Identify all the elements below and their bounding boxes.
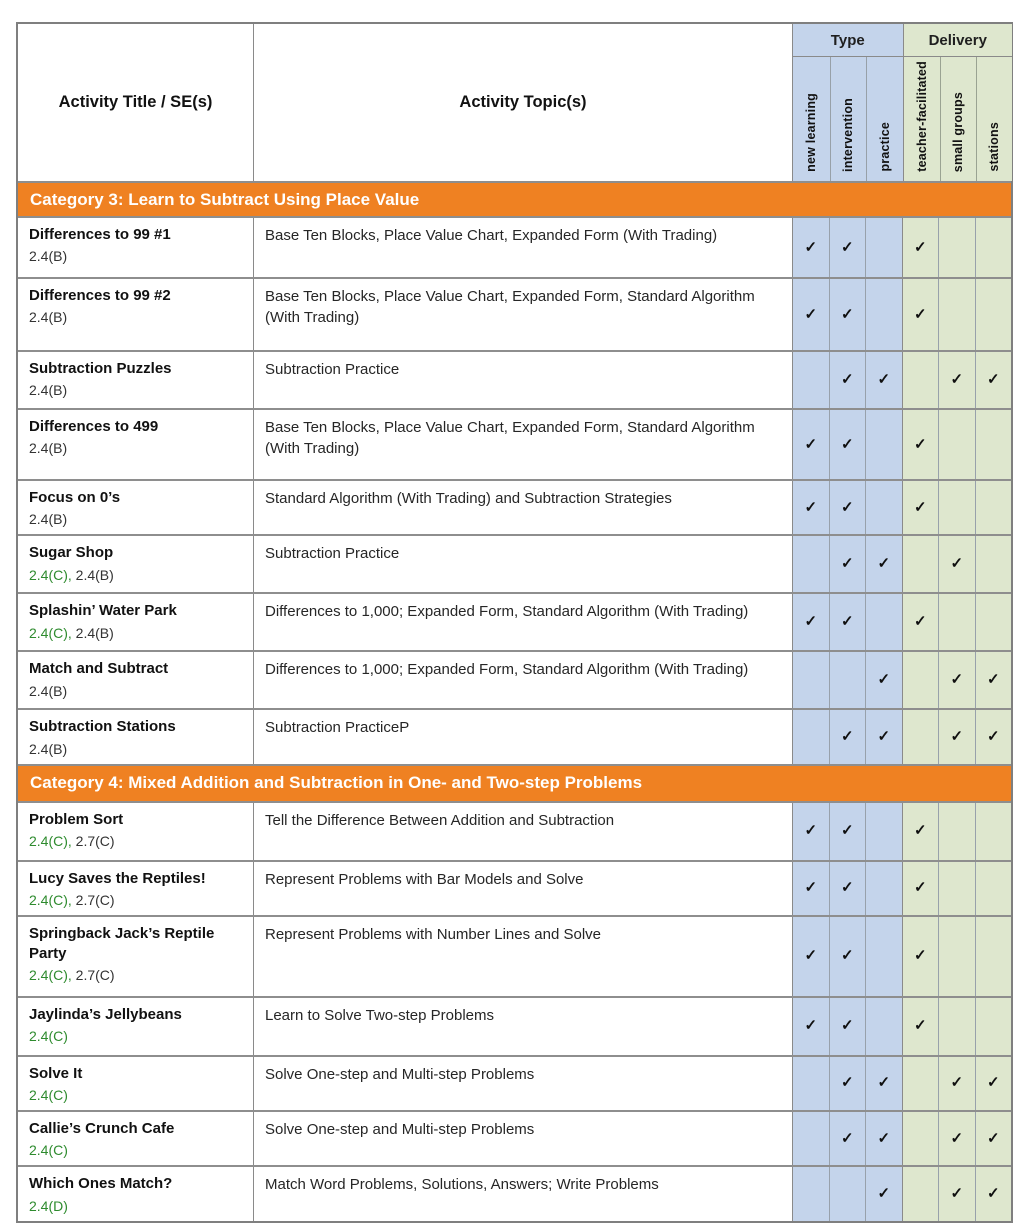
se-code-green: 2.4(C): [29, 1028, 68, 1044]
activity-title-cell: [18, 218, 253, 277]
column-header-intervention: [830, 57, 867, 181]
check-icon: ✓: [840, 498, 854, 516]
check-cell-teacher-facilitated: [902, 803, 939, 860]
check-cell-small-groups: [938, 410, 975, 479]
check-cell-practice: [865, 218, 902, 277]
activity-se: [29, 892, 243, 908]
group-columns: [793, 57, 903, 181]
check-cell-small-groups: [938, 652, 975, 708]
check-cell-small-groups: [938, 998, 975, 1055]
check-icon: ✓: [913, 498, 927, 516]
se-code-green: 2.4(C): [29, 1087, 68, 1103]
activity-topic: Differences to 1,000; Expanded Form, Standard Algorithm (With Trading): [253, 594, 792, 650]
activity-title-cell: [18, 1167, 253, 1220]
check-icon: ✓: [877, 555, 891, 573]
check-cell-stations: [975, 218, 1012, 277]
activity-title: Jaylinda’s Jellybeans: [29, 1005, 182, 1023]
table-row: [18, 216, 1011, 277]
check-cell-small-groups: [938, 917, 975, 996]
activity-topic: Represent Problems with Number Lines and Solve: [253, 917, 792, 996]
activity-title-cell: [18, 1112, 253, 1165]
check-cell-stations: [975, 710, 1012, 763]
check-cell-teacher-facilitated: [902, 862, 939, 915]
check-cell-practice: [865, 594, 902, 650]
table-row: [18, 708, 1011, 763]
activity-title: Focus on 0’s: [29, 489, 121, 506]
activity-se: [29, 1087, 243, 1103]
check-cell-practice: [865, 917, 902, 996]
activity-title: Match and Subtract: [29, 660, 169, 678]
activity-title: Solve It: [29, 1064, 83, 1082]
activity-title-cell: [18, 1057, 253, 1110]
check-cell-new-learning: [792, 652, 829, 708]
table-row: [18, 534, 1011, 592]
check-cell-intervention: [829, 862, 866, 915]
se-code: 2.7(C): [71, 891, 115, 908]
check-cell-intervention: [829, 481, 866, 534]
check-icon: ✓: [986, 1074, 1000, 1092]
activity-topic: Tell the Difference Between Addition and Subtraction: [253, 803, 792, 860]
column-header-label: stations: [987, 122, 1002, 172]
check-cell-practice: [865, 1057, 902, 1110]
check-icon: ✓: [877, 671, 891, 689]
se-code: 2.4(B): [29, 740, 68, 757]
check-cell-intervention: [829, 998, 866, 1055]
check-icon: ✓: [804, 822, 818, 839]
se-code-green: 2.4(C),: [29, 891, 72, 908]
check-cell-new-learning: [792, 1167, 829, 1220]
check-icon: ✓: [840, 947, 854, 965]
check-cell-practice: [865, 710, 902, 763]
check-icon: ✓: [986, 671, 1000, 689]
activity-title-cell: [18, 862, 253, 915]
check-icon: ✓: [804, 879, 818, 897]
se-code-green: 2.4(C),: [29, 832, 72, 849]
table-body: [18, 181, 1011, 1221]
check-cell-stations: [975, 1112, 1012, 1165]
check-cell-teacher-facilitated: [902, 998, 939, 1055]
column-header-activity-title: Activity Title / SE(s): [58, 93, 213, 111]
check-cell-small-groups: [938, 352, 975, 408]
column-header-practice: [866, 57, 903, 181]
activity-title: Splashin’ Water Park: [29, 602, 177, 620]
check-cell-new-learning: [792, 998, 829, 1055]
check-icon: ✓: [913, 879, 927, 897]
check-cell-intervention: [829, 652, 866, 708]
activity-se: [29, 309, 243, 325]
column-header-label: intervention: [841, 98, 856, 172]
table-row: [18, 860, 1011, 915]
check-cell-new-learning: [792, 279, 829, 350]
check-icon: ✓: [840, 613, 854, 631]
activity-topic: Subtraction Practice: [253, 352, 792, 408]
column-header-new-learning: [793, 57, 830, 181]
check-cell-stations: [975, 1167, 1012, 1220]
check-icon: ✓: [986, 727, 1000, 745]
check-cell-practice: [865, 352, 902, 408]
check-cell-teacher-facilitated: [902, 710, 939, 763]
table-row: [18, 277, 1011, 350]
check-icon: ✓: [840, 435, 854, 453]
check-icon: ✓: [840, 1074, 854, 1092]
activity-title: Differences to 99 #1: [29, 226, 171, 243]
table-row: [18, 996, 1011, 1055]
table-row: [18, 1165, 1011, 1220]
check-icon: ✓: [986, 1184, 1000, 1202]
check-cell-small-groups: [938, 1167, 975, 1220]
check-cell-new-learning: [792, 218, 829, 277]
se-code: 2.4(B): [29, 309, 68, 326]
check-cell-stations: [975, 803, 1012, 860]
check-icon: ✓: [804, 1017, 818, 1035]
check-cell-intervention: [829, 1057, 866, 1110]
column-header-label: teacher-facilitated: [914, 61, 929, 172]
activity-topic: Subtraction Practice: [253, 536, 792, 592]
check-cell-intervention: [829, 352, 866, 408]
column-header-label: small groups: [951, 91, 966, 172]
activity-se: [29, 625, 243, 641]
check-cell-teacher-facilitated: [902, 536, 939, 592]
check-icon: ✓: [804, 435, 818, 453]
check-cell-practice: [865, 481, 902, 534]
check-cell-teacher-facilitated: [902, 352, 939, 408]
check-cell-intervention: [829, 1167, 866, 1220]
check-cell-stations: [975, 862, 1012, 915]
check-cell-new-learning: [792, 917, 829, 996]
check-icon: ✓: [950, 671, 964, 689]
check-icon: ✓: [840, 727, 854, 745]
table-header-row: [18, 24, 1011, 181]
activity-se: [29, 741, 243, 757]
check-cell-small-groups: [938, 536, 975, 592]
check-icon: ✓: [877, 371, 891, 388]
check-cell-small-groups: [938, 218, 975, 277]
table-row: [18, 1055, 1011, 1110]
check-cell-teacher-facilitated: [902, 279, 939, 350]
activity-title: Subtraction Stations: [29, 718, 176, 736]
activity-topic: Solve One-step and Multi-step Problems: [253, 1112, 792, 1165]
check-cell-practice: [865, 1167, 902, 1220]
column-header-label: practice: [877, 122, 892, 172]
check-cell-intervention: [829, 710, 866, 763]
check-cell-new-learning: [792, 594, 829, 650]
check-icon: ✓: [913, 1017, 927, 1035]
check-cell-practice: [865, 803, 902, 860]
check-icon: ✓: [840, 555, 854, 573]
activity-title-cell: [18, 536, 253, 592]
check-cell-teacher-facilitated: [902, 410, 939, 479]
check-icon: ✓: [913, 947, 927, 965]
check-cell-stations: [975, 481, 1012, 534]
activity-title-cell: [18, 481, 253, 534]
check-cell-new-learning: [792, 481, 829, 534]
se-code: 2.4(B): [71, 566, 114, 583]
se-code: 2.7(C): [71, 832, 115, 849]
se-code: 2.4(B): [29, 248, 68, 265]
check-icon: ✓: [840, 822, 854, 839]
activity-se: [29, 440, 243, 456]
activity-se: [29, 1142, 243, 1158]
activity-se: [29, 833, 243, 849]
column-header-small-groups: [940, 57, 976, 181]
check-cell-stations: [975, 410, 1012, 479]
check-icon: ✓: [877, 1129, 891, 1147]
check-cell-stations: [975, 536, 1012, 592]
check-cell-stations: [975, 1057, 1012, 1110]
check-cell-small-groups: [938, 481, 975, 534]
check-cell-new-learning: [792, 803, 829, 860]
check-cell-stations: [975, 998, 1012, 1055]
check-icon: ✓: [986, 1129, 1000, 1147]
se-code-green: 2.4(C),: [29, 967, 72, 984]
se-code: 2.7(C): [71, 967, 115, 984]
check-cell-stations: [975, 352, 1012, 408]
table-row: [18, 801, 1011, 860]
activity-topic: Represent Problems with Bar Models and Solve: [253, 862, 792, 915]
column-header-activity-topic: Activity Topic(s): [253, 24, 792, 181]
activity-se: [29, 967, 243, 983]
activity-title-cell: [18, 410, 253, 479]
check-cell-new-learning: [792, 536, 829, 592]
group-label-type: Type: [793, 24, 903, 57]
check-cell-teacher-facilitated: [902, 481, 939, 534]
activity-title-cell: [18, 652, 253, 708]
check-cell-teacher-facilitated: [902, 917, 939, 996]
check-cell-small-groups: [938, 594, 975, 650]
activity-title-cell: [18, 279, 253, 350]
check-icon: ✓: [804, 305, 818, 323]
check-icon: ✓: [877, 1074, 891, 1092]
se-code-green: 2.4(C): [29, 1142, 68, 1159]
se-code-green: 2.4(D): [29, 1197, 68, 1214]
column-header-label: new learning: [804, 93, 819, 172]
table-row: [18, 592, 1011, 650]
check-cell-teacher-facilitated: [902, 1057, 939, 1110]
check-icon: ✓: [840, 1129, 854, 1147]
check-icon: ✓: [804, 498, 818, 516]
category-header: Category 3: Learn to Subtract Using Place Value: [18, 181, 1011, 216]
check-icon: ✓: [877, 727, 891, 745]
check-cell-intervention: [829, 410, 866, 479]
check-cell-practice: [865, 998, 902, 1055]
group-columns: [904, 57, 1013, 181]
check-cell-small-groups: [938, 803, 975, 860]
check-cell-new-learning: [792, 410, 829, 479]
check-cell-small-groups: [938, 1112, 975, 1165]
activity-title: Differences to 499: [29, 418, 159, 435]
activity-se: [29, 248, 243, 264]
check-cell-intervention: [829, 1112, 866, 1165]
check-cell-practice: [865, 279, 902, 350]
table-row: [18, 650, 1011, 708]
header-group-delivery: [903, 24, 1013, 181]
activity-se: [29, 511, 243, 527]
activity-title-cell: [18, 710, 253, 763]
column-header-teacher-facilitated: [904, 57, 940, 181]
activity-title-cell: [18, 917, 253, 996]
check-cell-practice: [865, 410, 902, 479]
check-icon: ✓: [950, 371, 964, 388]
table-row: [18, 1110, 1011, 1165]
table-row: [18, 408, 1011, 479]
check-icon: ✓: [840, 238, 854, 256]
category-header: Category 4: Mixed Addition and Subtraction in One- and Two-step Problems: [18, 764, 1011, 801]
activity-se: [29, 567, 243, 583]
se-code: 2.4(B): [29, 511, 68, 528]
check-icon: ✓: [950, 1129, 964, 1147]
check-cell-intervention: [829, 803, 866, 860]
activity-title: Callie’s Crunch Cafe: [29, 1120, 175, 1137]
check-icon: ✓: [804, 613, 818, 631]
check-columns-header: [792, 24, 1011, 181]
check-cell-new-learning: [792, 352, 829, 408]
check-cell-new-learning: [792, 862, 829, 915]
check-cell-teacher-facilitated: [902, 1112, 939, 1165]
check-cell-intervention: [829, 279, 866, 350]
check-icon: ✓: [950, 555, 964, 573]
check-icon: ✓: [950, 1074, 964, 1092]
check-cell-small-groups: [938, 1057, 975, 1110]
check-cell-teacher-facilitated: [902, 218, 939, 277]
check-icon: ✓: [840, 879, 854, 897]
activity-title: Differences to 99 #2: [29, 287, 171, 304]
check-cell-teacher-facilitated: [902, 1167, 939, 1220]
check-cell-intervention: [829, 917, 866, 996]
check-cell-intervention: [829, 218, 866, 277]
table-row: [18, 479, 1011, 534]
check-cell-teacher-facilitated: [902, 652, 939, 708]
check-cell-small-groups: [938, 862, 975, 915]
activity-title: Subtraction Puzzles: [29, 360, 172, 377]
activity-title-cell: [18, 352, 253, 408]
activity-title: Which Ones Match?: [29, 1175, 173, 1193]
check-cell-stations: [975, 917, 1012, 996]
check-icon: ✓: [840, 305, 854, 323]
se-code: 2.4(B): [71, 624, 114, 641]
se-code-green: 2.4(C),: [29, 566, 72, 583]
table-row: [18, 350, 1011, 408]
check-icon: ✓: [913, 238, 927, 256]
se-code: 2.4(B): [29, 682, 68, 699]
header-group-type: [793, 24, 903, 181]
activity-title-cell: [18, 803, 253, 860]
check-icon: ✓: [950, 1184, 964, 1202]
activity-topic: Solve One-step and Multi-step Problems: [253, 1057, 792, 1110]
check-cell-new-learning: [792, 710, 829, 763]
check-icon: ✓: [913, 305, 927, 323]
activity-topic: Standard Algorithm (With Trading) and Subtraction Strategies: [253, 481, 792, 534]
check-cell-stations: [975, 652, 1012, 708]
activities-table: [16, 22, 1013, 1223]
activity-topic: Subtraction PracticeP: [253, 710, 792, 763]
check-cell-intervention: [829, 536, 866, 592]
check-icon: ✓: [913, 822, 927, 839]
check-cell-new-learning: [792, 1057, 829, 1110]
check-cell-stations: [975, 594, 1012, 650]
check-icon: ✓: [840, 371, 854, 388]
activity-topic: Base Ten Blocks, Place Value Chart, Expanded Form (With Trading): [253, 218, 792, 277]
se-code: 2.4(B): [29, 440, 68, 457]
activity-title-cell: [18, 594, 253, 650]
check-cell-small-groups: [938, 279, 975, 350]
activity-title: Lucy Saves the Reptiles!: [29, 869, 206, 887]
activity-title: Sugar Shop: [29, 544, 114, 562]
check-cell-practice: [865, 536, 902, 592]
check-icon: ✓: [913, 435, 927, 453]
check-cell-practice: [865, 652, 902, 708]
activity-se: [29, 382, 243, 398]
check-cell-small-groups: [938, 710, 975, 763]
activity-topic: Match Word Problems, Solutions, Answers; Write Problems: [253, 1167, 792, 1220]
table-row: [18, 915, 1011, 996]
check-cell-stations: [975, 279, 1012, 350]
activity-title: Springback Jack’s Reptile Party: [29, 924, 215, 962]
se-code-green: 2.4(C),: [29, 624, 72, 641]
check-icon: ✓: [950, 727, 964, 745]
activity-topic: Differences to 1,000; Expanded Form, Standard Algorithm (With Trading): [253, 652, 792, 708]
check-icon: ✓: [877, 1184, 891, 1202]
activity-title-cell: [18, 998, 253, 1055]
check-cell-intervention: [829, 594, 866, 650]
check-icon: ✓: [986, 371, 1000, 388]
activity-topic: Learn to Solve Two-step Problems: [253, 998, 792, 1055]
activity-topic: Base Ten Blocks, Place Value Chart, Expanded Form, Standard Algorithm (With Trading): [253, 279, 792, 350]
activity-se: [29, 683, 243, 699]
se-code: 2.4(B): [29, 382, 68, 399]
activity-se: [29, 1028, 243, 1044]
check-icon: ✓: [804, 947, 818, 965]
activity-title: Problem Sort: [29, 810, 124, 828]
check-icon: ✓: [840, 1017, 854, 1035]
activity-topic: Base Ten Blocks, Place Value Chart, Expanded Form, Standard Algorithm (With Trading): [253, 410, 792, 479]
check-cell-practice: [865, 1112, 902, 1165]
check-cell-practice: [865, 862, 902, 915]
check-icon: ✓: [913, 613, 927, 631]
check-cell-new-learning: [792, 1112, 829, 1165]
column-header-stations: [976, 57, 1012, 181]
check-icon: ✓: [804, 238, 818, 256]
group-label-delivery: Delivery: [904, 24, 1013, 57]
check-cell-teacher-facilitated: [902, 594, 939, 650]
